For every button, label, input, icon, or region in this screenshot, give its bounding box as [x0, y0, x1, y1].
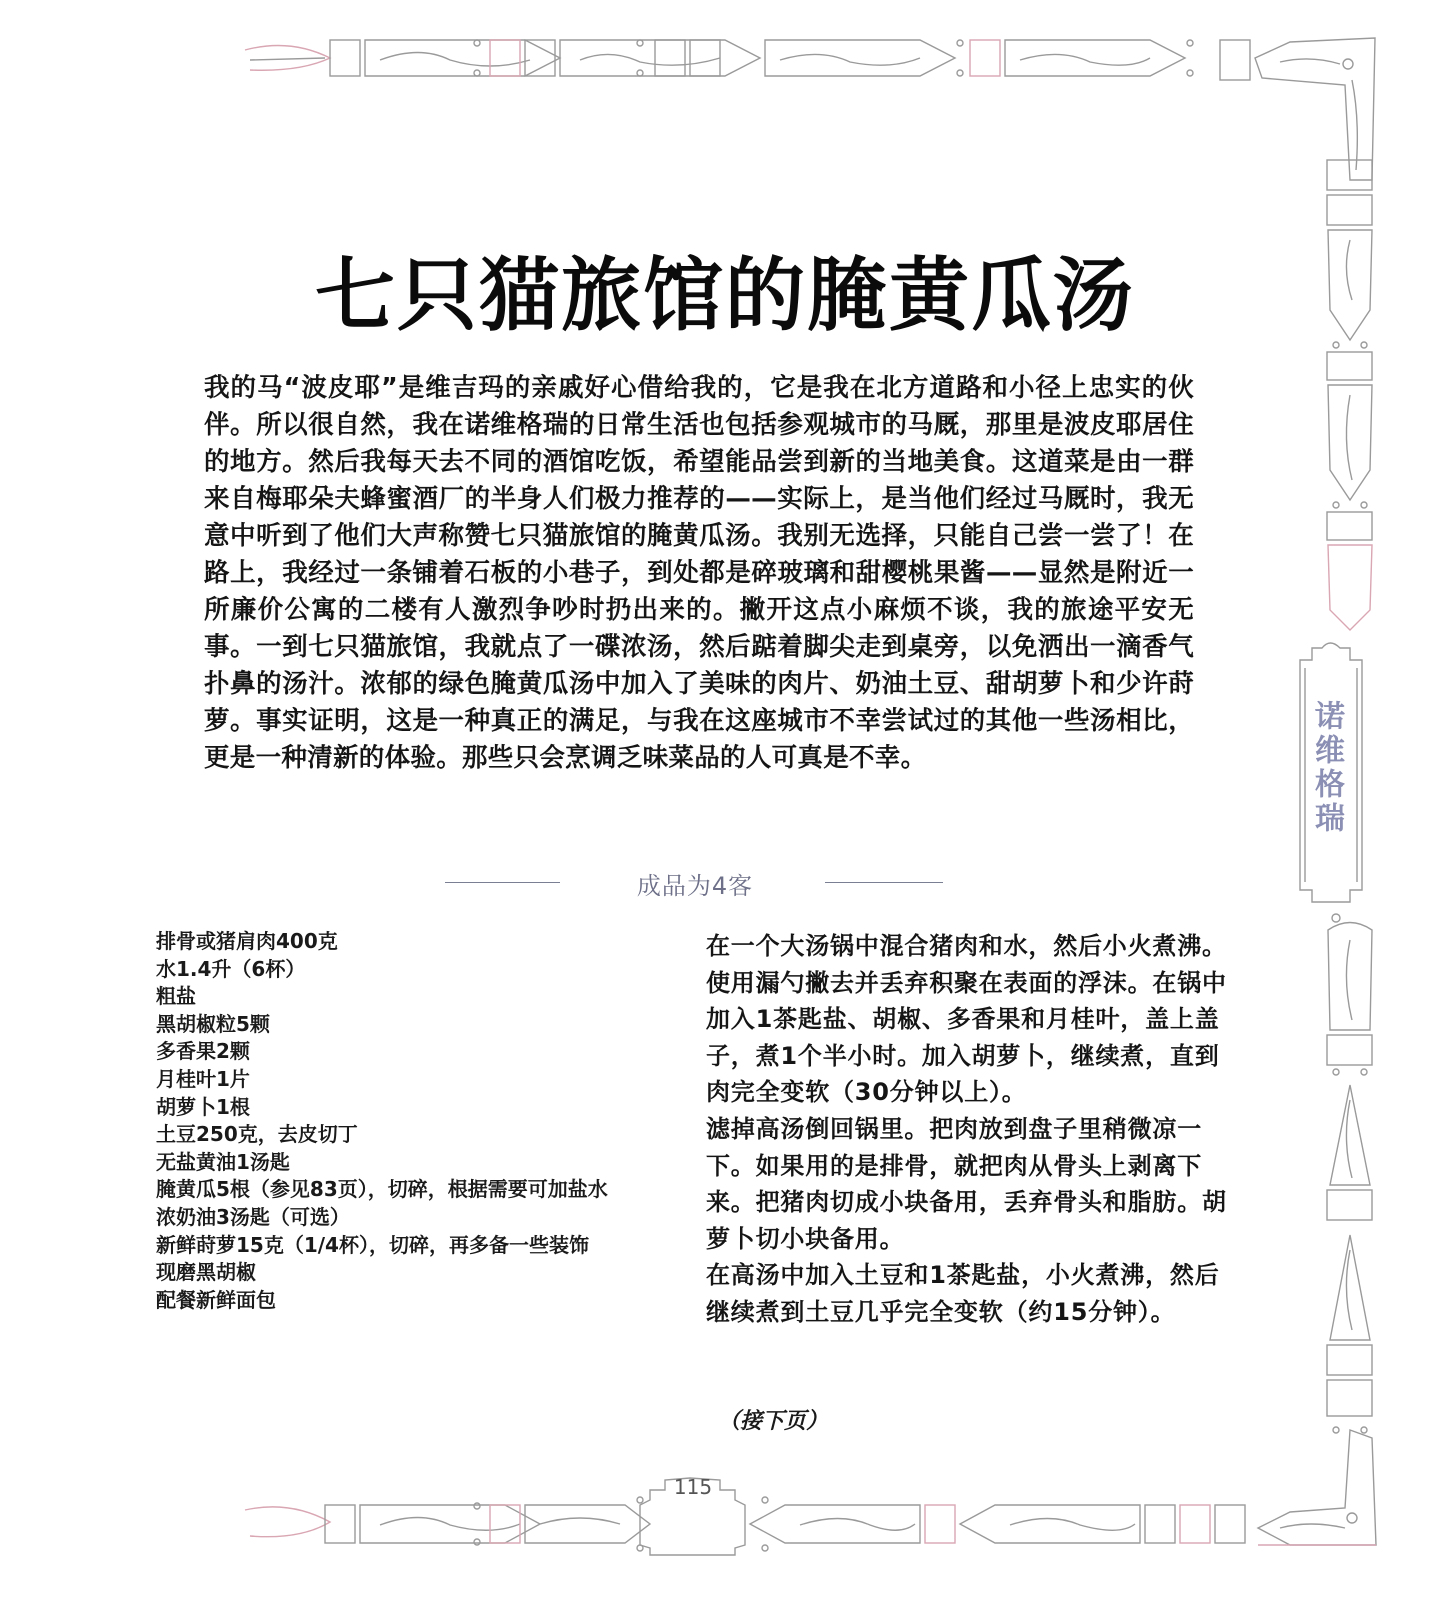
- ingredient-item: 现磨黑胡椒: [156, 1260, 256, 1285]
- servings-divider: [445, 862, 945, 902]
- ingredient-item: 月桂叶1片: [156, 1066, 250, 1091]
- ingredient-item: 水1.4升（6杯）: [156, 956, 306, 981]
- ingredient-item: 多香果2颗: [156, 1039, 250, 1064]
- continued-note: （接下页）: [718, 1409, 829, 1434]
- step-paragraph: 在高汤中加入土豆和1茶匙盐，小火煮沸，然后继续煮到土豆几乎完全变软（约15分钟）。: [706, 1261, 1220, 1326]
- ingredient-item: 新鲜莳萝15克（1/4杯），切碎，再多备一些装饰: [156, 1232, 589, 1257]
- step-paragraph: 在一个大汤锅中混合猪肉和水，然后小火煮沸。使用漏勺撇去并丢弃积聚在表面的浮沫。在锅中加入1茶匙盐、胡椒、多香果和月桂叶，盖上盖子，煮1个半小时。加入胡萝卜，继续煮，直到肉完全变软（30分钟以上）。: [706, 932, 1227, 1107]
- recipe-title: 七只猫旅馆的腌黄瓜汤: [315, 248, 1135, 342]
- region-tab-label: 诺维格瑞: [1309, 700, 1344, 836]
- servings-label: 成品为4客: [636, 872, 754, 900]
- ingredient-item: 粗盐: [156, 984, 196, 1009]
- intro-paragraph: 我的马“波皮耶”是维吉玛的亲戚好心借给我的，它是我在北方道路和小径上忠实的伙伴。所以很自然，我在诺维格瑞的日常生活也包括参观城市的马厩，那里是波皮耶居住的地方。然后我每天去不同的酒馆吃饭，希望能品尝到新的当地美食。这道菜是由一群来自梅耶朵夫蜂蜜酒厂的半身人们极力推荐的——实际上，是当他们经过马厩时，我无意中听到了他们大声称赞七只猫旅馆的腌黄瓜汤。我别无选择，只能自己尝一尝了！在路上，我经过一条铺着石板的小巷子，到处都是碎玻璃和甜樱桃果酱——显然是附近一所廉价公寓的二楼有人激烈争吵时扔出来的。撇开这点小麻烦不谈，我的旅途平安无事。一到七只猫旅馆，我就点了一碟浓汤，然后踮着脚尖走到桌旁，以免洒出一滴香气扑鼻的汤汁。浓郁的绿色腌黄瓜汤中加入了美味的肉片、奶油土豆、甜胡萝卜和少许莳萝。事实证明，这是一种真正的满足，与我在这座城市不幸尝试过的其他一些汤相比，更是一种清新的体验。那些只会烹调乏味菜品的人可真是不幸。: [204, 373, 1194, 773]
- ingredient-item: 黑胡椒粒5颗: [156, 1011, 270, 1036]
- ingredient-item: 无盐黄油1汤匙: [156, 1149, 290, 1174]
- ingredient-item: 排骨或猪肩肉400克: [156, 929, 338, 953]
- step-paragraph: 滤掉高汤倒回锅里。把肉放到盘子里稍微凉一下。如果用的是排骨，就把肉从骨头上剥离下来。把猪肉切成小块备用，丢弃骨头和脂肪。胡萝卜切小块备用。: [706, 1114, 1227, 1253]
- page-number: 115: [673, 1475, 713, 1499]
- region-side-tab: [1299, 640, 1357, 890]
- method-steps: [706, 928, 1236, 1331]
- ingredient-item: 胡萝卜1根: [156, 1094, 250, 1119]
- ingredient-item: 配餐新鲜面包: [156, 1287, 276, 1312]
- ingredient-item: 土豆250克，去皮切丁: [156, 1122, 358, 1147]
- ingredients-list: [156, 928, 656, 1314]
- ingredient-item: 浓奶油3汤匙（可选）: [156, 1204, 350, 1229]
- divider-line-right: [825, 882, 943, 883]
- ingredient-item: 腌黄瓜5根（参见83页），切碎，根据需要可加盐水: [156, 1177, 608, 1202]
